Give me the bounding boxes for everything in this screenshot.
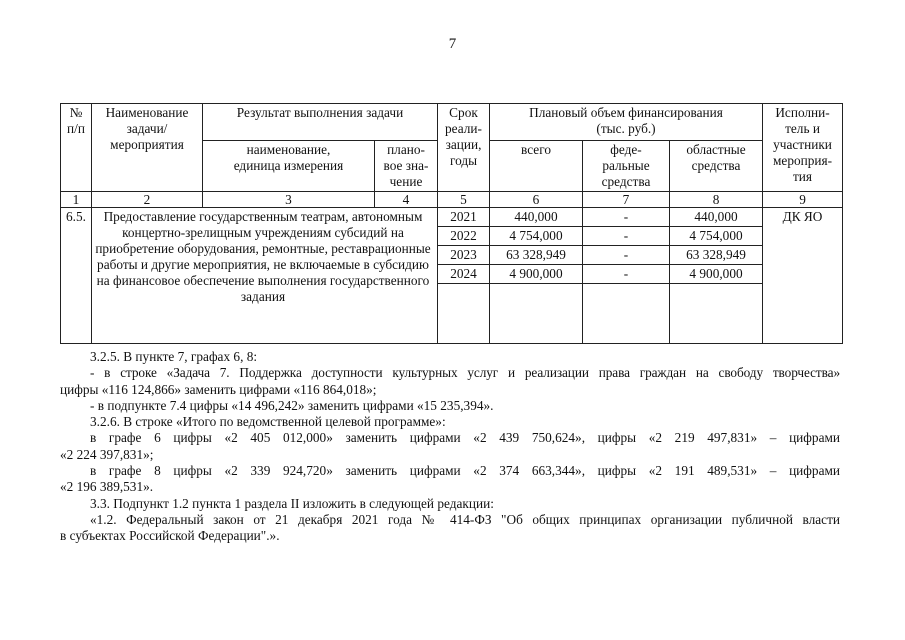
row-total: 440,000	[490, 208, 583, 227]
column-number: 7	[583, 192, 670, 208]
row-regional: 4 900,000	[670, 265, 763, 284]
header-result-plan	[375, 141, 438, 192]
page-number: 7	[448, 36, 457, 52]
header-executor-text: Исполни- тель и участники мероприя- тия	[773, 105, 833, 184]
header-finance	[490, 104, 763, 141]
row-num: 6.5.	[61, 208, 92, 344]
row-federal: -	[583, 265, 670, 284]
row-federal: -	[583, 208, 670, 227]
column-number: 3	[203, 192, 375, 208]
paragraph: - в подпункте 7.4 цифры «14 496,242» заменить цифрами «15 235,394».	[90, 397, 494, 413]
header-result-text: Результат выполнения задачи	[236, 105, 404, 120]
program-table	[60, 103, 843, 344]
row-year: 2024	[438, 265, 490, 284]
paragraph: «1.2. Федеральный закон от 21 декабря 2021 года № 414-ФЗ "Об общих принципах организации публичной власти	[90, 511, 840, 527]
header-total	[490, 141, 583, 192]
paragraph: 3.2.5. В пункте 7, графах 6, 8:	[90, 349, 258, 364]
column-number: 8	[670, 192, 763, 208]
header-regional	[670, 141, 763, 192]
header-result-plan-text: плано- вое зна- чение	[383, 142, 429, 189]
row-federal: -	[583, 246, 670, 265]
row-year: 2022	[438, 227, 490, 246]
column-number: 2	[92, 192, 203, 208]
column-number: 6	[490, 192, 583, 208]
header-executor	[763, 104, 843, 192]
row-executor: ДК ЯО	[763, 208, 843, 344]
row-total: 4 900,000	[490, 265, 583, 284]
header-num	[61, 104, 92, 192]
header-term	[438, 104, 490, 192]
row-regional: 440,000	[670, 208, 763, 227]
paragraph: 3.2.6. В строке «Итого по ведомственной целевой программе»:	[90, 414, 446, 430]
document-body	[60, 349, 840, 545]
row-federal: -	[583, 227, 670, 246]
row-total: 63 328,949	[490, 246, 583, 265]
column-number: 4	[375, 192, 438, 208]
header-result-name	[203, 141, 375, 192]
header-num-text: № п/п	[67, 105, 85, 136]
row-year: 2023	[438, 246, 490, 265]
header-result-name-text: наименование, единица измерения	[233, 142, 344, 173]
table-row	[61, 208, 843, 227]
paragraph: «2 196 389,531».	[60, 479, 154, 495]
empty-cell	[583, 284, 670, 344]
header-total-text: всего	[521, 142, 551, 157]
header-term-text: Срок реали- зации, годы	[445, 105, 482, 168]
row-name: Предоставление государственным театрам, автономным концертно-зрелищным учреждениям субсидий на приобретение оборудования, ремонтные, реставрационные работы и другие мероприятия, не включаемые в субсидию на финансовое обеспечение выполнения государственного задания	[92, 208, 438, 344]
header-name	[92, 104, 203, 192]
header-federal-text: феде- ральные средства	[601, 142, 651, 189]
paragraph: - в строке «Задача 7. Поддержка доступности культурных услуг и реализации права граждан на свободу творчества»	[90, 365, 840, 381]
header-result	[203, 104, 438, 141]
column-numbers-row	[61, 192, 843, 208]
paragraph: в графе 8 цифры «2 339 924,720» заменить цифрами «2 374 663,344», цифры «2 191 489,531» – цифрами	[90, 463, 840, 479]
column-number: 1	[61, 192, 92, 208]
header-regional-text: областные средства	[686, 142, 746, 173]
header-federal	[583, 141, 670, 192]
row-regional: 4 754,000	[670, 227, 763, 246]
header-name-text: Наименование задачи/ мероприятия	[105, 105, 189, 152]
empty-cell	[490, 284, 583, 344]
row-regional: 63 328,949	[670, 246, 763, 265]
paragraph: цифры «116 124,866» заменить цифрами «116 864,018»;	[60, 381, 377, 397]
header-finance-text: Плановый объем финансирования (тыс. руб.)	[529, 105, 723, 136]
column-number: 9	[763, 192, 843, 208]
paragraph: 3.3. Подпункт 1.2 пункта 1 раздела II изложить в следующей редакции:	[90, 495, 494, 511]
column-number: 5	[438, 192, 490, 208]
paragraph: «2 224 397,831»;	[60, 446, 154, 462]
header-row-1	[61, 104, 843, 141]
row-year: 2021	[438, 208, 490, 227]
row-total: 4 754,000	[490, 227, 583, 246]
paragraph: в графе 6 цифры «2 405 012,000» заменить цифрами «2 439 750,624», цифры «2 219 497,831» – цифрами	[90, 430, 840, 446]
empty-cell	[438, 284, 490, 344]
empty-cell	[670, 284, 763, 344]
paragraph: в субъектах Российской Федерации".».	[60, 528, 280, 544]
